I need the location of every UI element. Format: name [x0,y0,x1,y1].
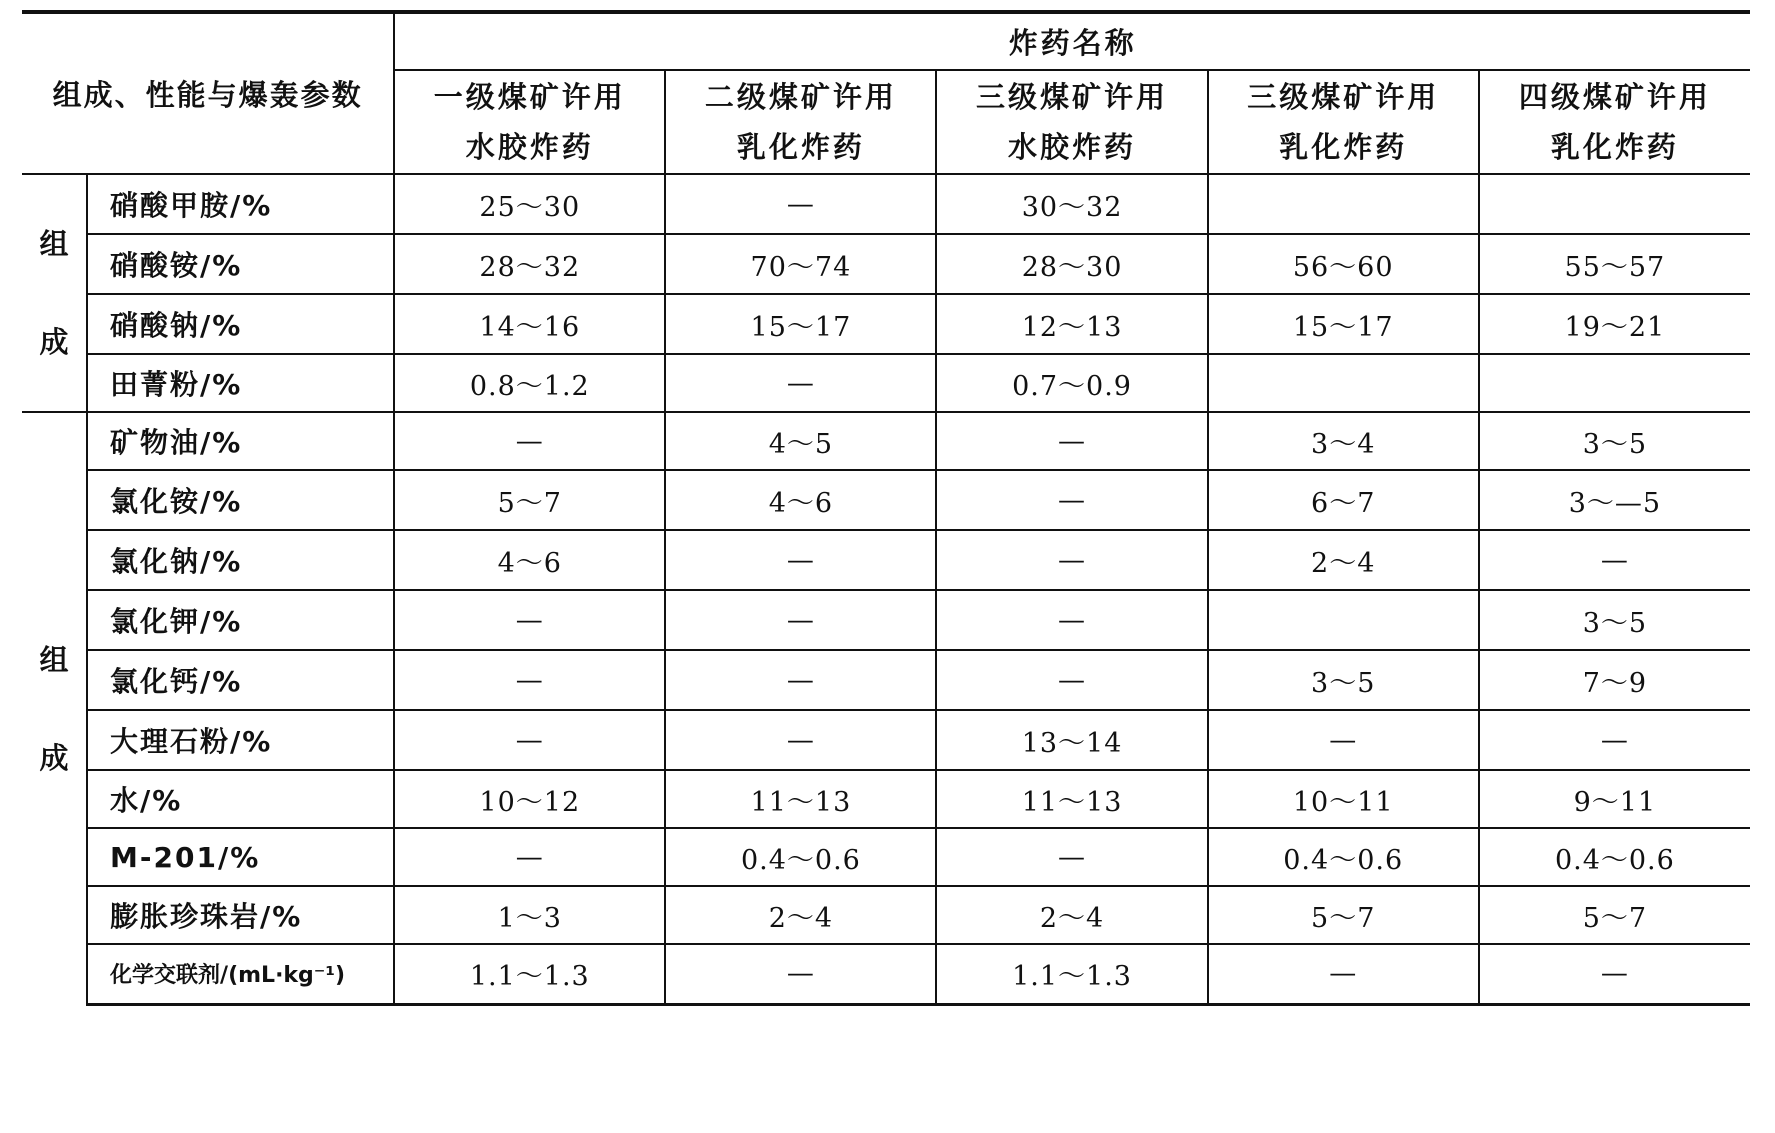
table-row [22,828,1750,886]
table-cell: 1.1～1.3 [936,944,1207,1004]
row-label: 硝酸甲胺/% [87,174,394,234]
table-cell: 1.1～1.3 [394,944,665,1004]
table-row [22,590,1750,650]
table-cell: 0.8～1.2 [394,354,665,412]
group-label: 组 成 [22,174,87,412]
table-cell: — [1479,710,1750,770]
row-label: 氯化钙/% [87,650,394,710]
table-cell: 5～7 [394,470,665,530]
table-cell: 2～4 [936,886,1207,944]
table-cell [1208,590,1479,650]
row-label: 氯化钠/% [87,530,394,590]
row-label: 膨胀珍珠岩/% [87,886,394,944]
row-label: 矿物油/% [87,412,394,470]
table-cell [1479,354,1750,412]
table-cell: 5～7 [1208,886,1479,944]
table-row [22,470,1750,530]
table-cell: 70～74 [665,234,936,294]
table-cell: — [394,710,665,770]
table-cell: 56～60 [1208,234,1479,294]
table-cell: — [936,590,1207,650]
table-cell: — [394,412,665,470]
row-label: 硝酸钠/% [87,294,394,354]
table-cell: 15～17 [1208,294,1479,354]
row-label: 田菁粉/% [87,354,394,412]
row-label: 氯化钾/% [87,590,394,650]
table-cell: — [1208,944,1479,1004]
table-row [22,354,1750,412]
table-cell: 2～4 [1208,530,1479,590]
table-cell: 9～11 [1479,770,1750,828]
table-cell: 3～4 [1208,412,1479,470]
table-cell: 25～30 [394,174,665,234]
table-cell: — [1479,944,1750,1004]
table-cell: 6～7 [1208,470,1479,530]
table-cell: 14～16 [394,294,665,354]
table-cell: — [1479,530,1750,590]
column-header: 三级煤矿许用 乳化炸药 [1208,70,1479,174]
row-label: 水/% [87,770,394,828]
table-cell: 10～12 [394,770,665,828]
row-label: 氯化铵/% [87,470,394,530]
table-cell: 0.4～0.6 [1208,828,1479,886]
table-cell: — [665,590,936,650]
table-cell: — [665,174,936,234]
table-cell: 0.4～0.6 [1479,828,1750,886]
table-cell: — [394,828,665,886]
column-header: 四级煤矿许用 乳化炸药 [1479,70,1750,174]
table-cell: 7～9 [1479,650,1750,710]
table-cell: 13～14 [936,710,1207,770]
table-row [22,770,1750,828]
table-cell: 0.4～0.6 [665,828,936,886]
table-cell: 55～57 [1479,234,1750,294]
table-row [22,174,1750,234]
explosive-name-header: 炸药名称 [394,12,1750,70]
row-label: 硝酸铵/% [87,234,394,294]
table-cell: — [394,650,665,710]
table-cell: 10～11 [1208,770,1479,828]
table-cell: — [936,470,1207,530]
table-cell: 11～13 [936,770,1207,828]
table-cell: 3～—5 [1479,470,1750,530]
table-cell: 3～5 [1479,412,1750,470]
table-cell: — [936,530,1207,590]
table-cell: 15～17 [665,294,936,354]
table-cell [1479,174,1750,234]
table-cell: — [936,412,1207,470]
table-cell: 28～30 [936,234,1207,294]
table-row [22,294,1750,354]
table-cell: 19～21 [1479,294,1750,354]
table-cell: — [394,590,665,650]
table-row [22,650,1750,710]
table-cell: 30～32 [936,174,1207,234]
table-row [22,944,1750,1004]
explosive-composition-table [22,10,1750,1006]
table-cell: — [665,354,936,412]
table-cell: — [936,650,1207,710]
row-label: 化学交联剂/(mL·kg⁻¹) [87,944,394,1004]
row-label: 大理石粉/% [87,710,394,770]
group-label: 组 成 [22,412,87,1004]
table-cell: 5～7 [1479,886,1750,944]
table-row [22,412,1750,470]
table-cell: 4～6 [665,470,936,530]
table-cell: 3～5 [1479,590,1750,650]
table-cell [1208,354,1479,412]
table-cell: — [665,944,936,1004]
table-cell: 4～6 [394,530,665,590]
table-cell: 2～4 [665,886,936,944]
corner-header: 组成、性能与爆轰参数 [22,12,394,174]
table-cell: — [1208,710,1479,770]
table-cell: — [936,828,1207,886]
table-row [22,710,1750,770]
table-cell: 28～32 [394,234,665,294]
table-cell: 11～13 [665,770,936,828]
table-cell: 1～3 [394,886,665,944]
table-cell [1208,174,1479,234]
column-header: 一级煤矿许用 水胶炸药 [394,70,665,174]
row-label: M-201/% [87,828,394,886]
table-cell: 12～13 [936,294,1207,354]
table-cell: 0.7～0.9 [936,354,1207,412]
table-row [22,530,1750,590]
column-header: 二级煤矿许用 乳化炸药 [665,70,936,174]
table-row [22,886,1750,944]
table-cell: — [665,650,936,710]
table-cell: — [665,710,936,770]
table-row [22,234,1750,294]
table-cell: — [665,530,936,590]
table-cell: 3～5 [1208,650,1479,710]
column-header: 三级煤矿许用 水胶炸药 [936,70,1207,174]
table-cell: 4～5 [665,412,936,470]
